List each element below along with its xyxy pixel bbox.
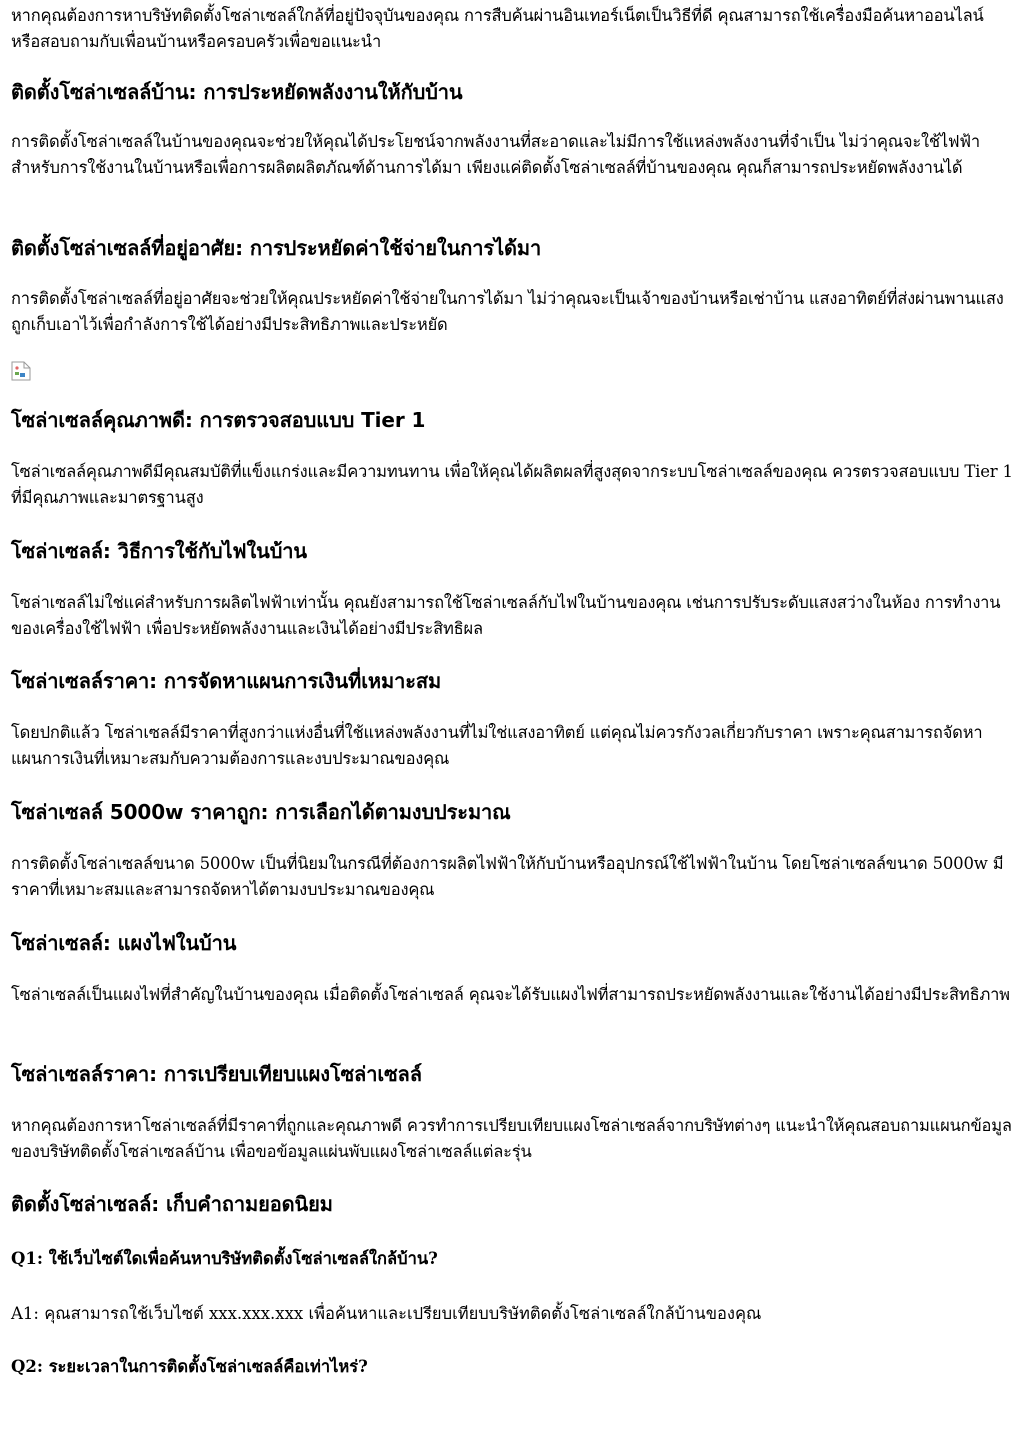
section-paragraph-financing: โดยปกติแล้ว โซล่าเซลล์มีราคาที่สูงกว่าแห่งอื่นที่ใช้แหล่งพลังงานที่ไม่ใช่แสงอาทิตย์ แต่คุณไม่ควรกังวลเกี่ยวกับราคา เพราะคุณสามารถจัดหาแผนการเงินที่เหมาะสมกับความต้องการและงบประมาณของคุณ <box>11 723 983 768</box>
section-paragraph-residence-install: การติดตั้งโซล่าเซลล์ที่อยู่อาศัยจะช่วยให้คุณประหยัดค่าใช้จ่ายในการได้มา ไม่ว่าคุณจะเป็นเจ้าของบ้านหรือเช่าบ้าน แสงอาทิตย์ที่ส่งผ่านพานแสงถูกเก็บเอาไว้เพื่อกำลังการใช้ได้อย่างมีประสิทธิภาพและประหยัด <box>11 289 1004 334</box>
section-paragraph-5000w: การติดตั้งโซล่าเซลล์ขนาด 5000w เป็นที่นิยมในกรณีที่ต้องการผลิตไฟฟ้าให้กับบ้านหรืออุปกรณ์ใช้ไฟฟ้าในบ้าน โดยโซล่าเซลล์ขนาด 5000w มีราคาที่เหมาะสมและสามารถจัดหาได้ตามงบประมาณของคุณ <box>11 854 1004 899</box>
faq-answer-1: A1: คุณสามารถใช้เว็บไซต์ xxx.xxx.xxx เพื่อค้นหาและเปรียบเทียบบริษัทติดตั้งโซล่าเซลล์ใกล้บ้านของคุณ <box>11 1304 762 1323</box>
broken-image-icon <box>11 361 31 381</box>
section-paragraph-compare: หากคุณต้องการหาโซล่าเซลล์ที่มีราคาที่ถูกและคุณภาพดี ควรทำการเปรียบเทียบแผงโซล่าเซลล์จากบริษัทต่างๆ แนะนำให้คุณสอบถามแผนกข้อมูลของบริษัทติดตั้งโซล่าเซลล์บ้าน เพื่อขอข้อมูลแผ่นพับแผงโซล่าเซลล์แต่ละรุ่น <box>11 1116 1012 1161</box>
section-heading-residence-install: ติดตั้งโซล่าเซลล์ที่อยู่อาศัย: การประหยัดค่าใช้จ่ายในการได้มา <box>11 236 542 260</box>
faq-question-2: Q2: ระยะเวลาในการติดตั้งโซล่าเซลล์คือเท่าไหร่? <box>11 1357 368 1376</box>
section-paragraph-home-lighting: โซล่าเซลล์ไม่ใช่แค่สำหรับการผลิตไฟฟ้าเท่านั้น คุณยังสามารถใช้โซล่าเซลล์กับไฟในบ้านของคุณ เช่นการปรับระดับแสงสว่างในห้อง การทำงานของเครื่องใช้ไฟฟ้า เพื่อประหยัดพลังงานและเงินได้อย่างมีประสิทธิผล <box>11 593 1001 638</box>
section-heading-panel: โซล่าเซลล์: แผงไฟในบ้าน <box>11 931 237 955</box>
faq-heading: ติดตั้งโซล่าเซลล์: เก็บคำถามยอดนิยม <box>11 1192 333 1216</box>
section-heading-home-lighting: โซล่าเซลล์: วิธีการใช้กับไฟในบ้าน <box>11 539 308 563</box>
section-heading-compare: โซล่าเซลล์ราคา: การเปรียบเทียบแผงโซล่าเซลล์ <box>11 1062 422 1086</box>
section-paragraph-tier1: โซล่าเซลล์คุณภาพดีมีคุณสมบัติที่แข็งแกร่งและมีความทนทาน เพื่อให้คุณได้ผลิตผลที่สูงสุดจากระบบโซล่าเซลล์ของคุณ ควรตรวจสอบแบบ Tier 1 ที่มีคุณภาพและมาตรฐานสูง <box>11 462 1013 507</box>
section-paragraph-panel: โซล่าเซลล์เป็นแผงไฟที่สำคัญในบ้านของคุณ เมื่อติดตั้งโซล่าเซลล์ คุณจะได้รับแผงไฟที่สามารถประหยัดพลังงานและใช้งานได้อย่างมีประสิทธิภาพ <box>11 985 1010 1004</box>
intro-paragraph: หากคุณต้องการหาบริษัทติดตั้งโซล่าเซลล์ใกล้ที่อยู่ปัจจุบันของคุณ การสืบค้นผ่านอินเทอร์เน็ตเป็นวิธีที่ดี คุณสามารถใช้เครื่องมือค้นหาออนไลน์ หรือสอบถามกับเพื่อนบ้านหรือครอบครัวเพื่อขอแนะนำ <box>11 6 984 51</box>
section-paragraph-home-install: การติดตั้งโซล่าเซลล์ในบ้านของคุณจะช่วยให้คุณได้ประโยชน์จากพลังงานที่สะอาดและไม่มีการใช้แหล่งพลังงานที่จำเป็น ไม่ว่าคุณจะใช้ไฟฟ้าสำหรับการใช้งานในบ้านหรือเพื่อการผลิตผลิตภัณฑ์ด้านการได้มา เพียงแค่ติดตั้งโซล่าเซลล์ที่บ้านของคุณ คุณก็สามารถประหยัดพลังงานได้ <box>11 132 980 177</box>
section-heading-5000w: โซล่าเซลล์ 5000w ราคาถูก: การเลือกได้ตามงบประมาณ <box>11 800 511 824</box>
faq-question-1: Q1: ใช้เว็บไซต์ใดเพื่อค้นหาบริษัทติดตั้งโซล่าเซลล์ใกล้บ้าน? <box>11 1249 438 1268</box>
section-heading-tier1: โซล่าเซลล์คุณภาพดี: การตรวจสอบแบบ Tier 1 <box>11 408 426 432</box>
section-heading-home-install: ติดตั้งโซล่าเซลล์บ้าน: การประหยัดพลังงานให้กับบ้าน <box>11 80 463 104</box>
section-heading-financing: โซล่าเซลล์ราคา: การจัดหาแผนการเงินที่เหมาะสม <box>11 669 442 693</box>
